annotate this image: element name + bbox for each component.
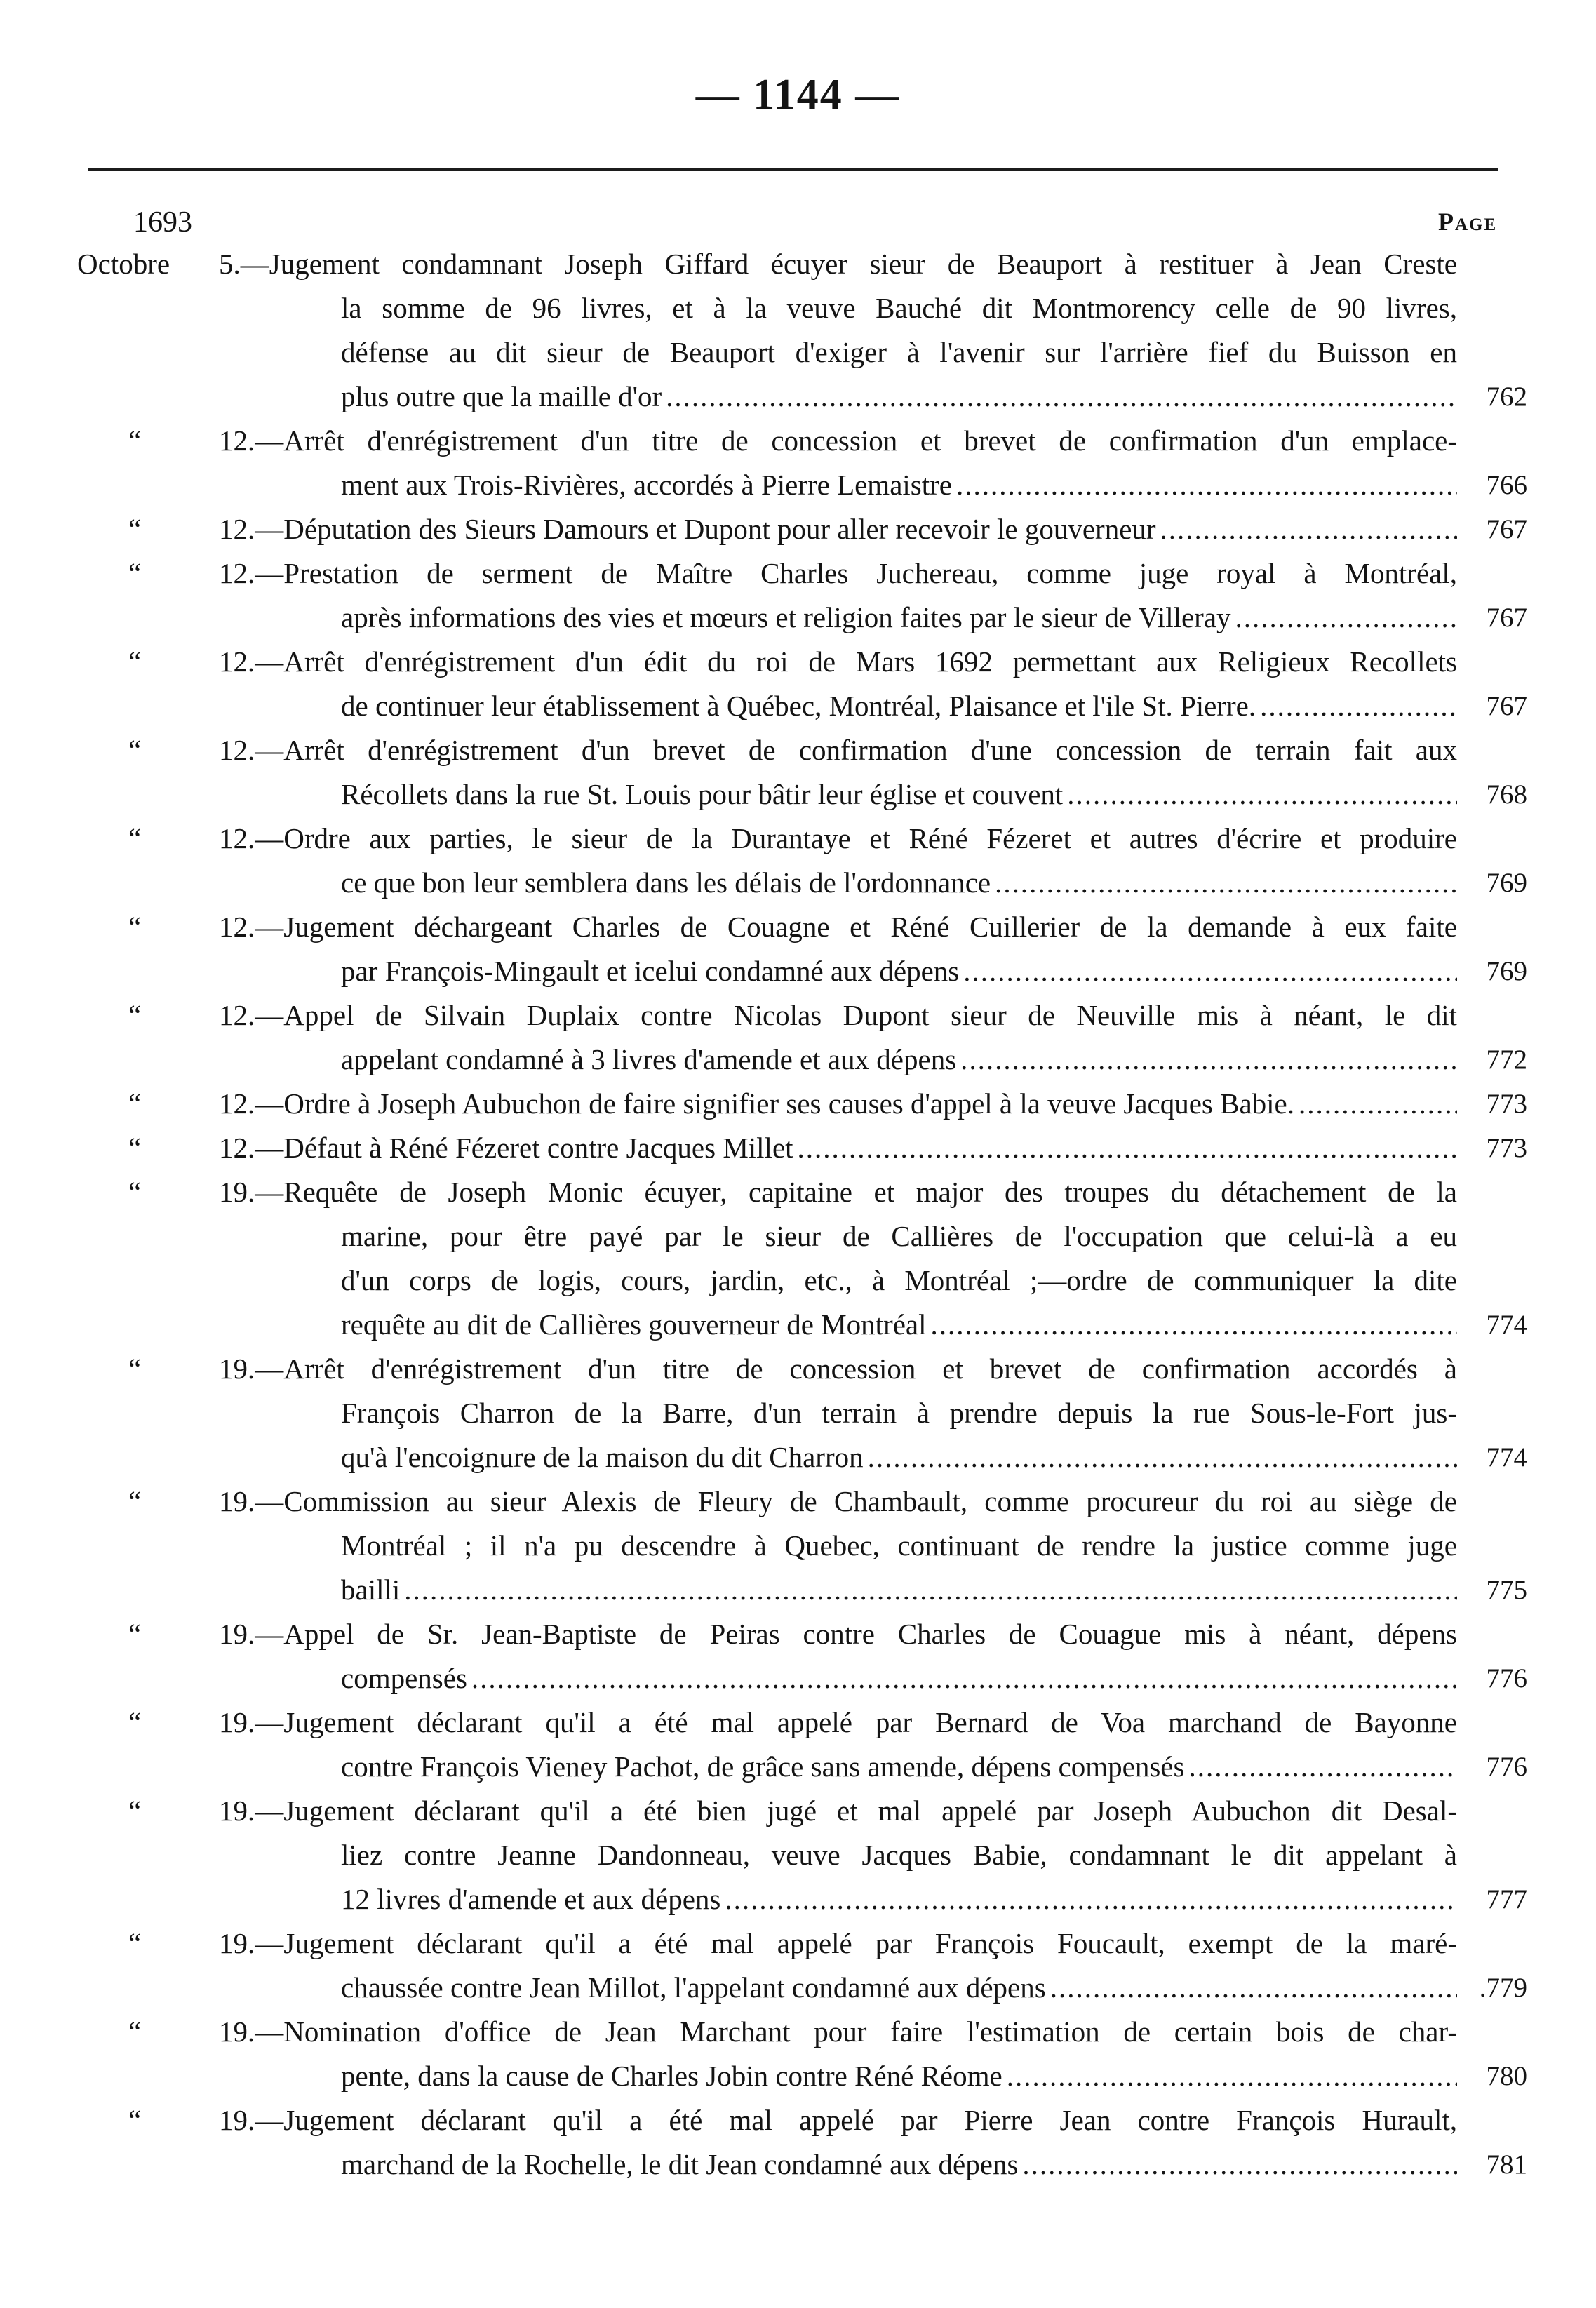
dot-leader xyxy=(864,1435,1457,1480)
entry-text: bailli xyxy=(341,1574,401,1606)
entry-text-line xyxy=(341,772,1457,817)
entry-text-line xyxy=(341,1568,1457,1612)
dot-leader xyxy=(793,1126,1457,1170)
dot-leader xyxy=(720,1877,1457,1921)
dot-leader xyxy=(400,1568,1457,1612)
entry-page-number: 776 xyxy=(1486,1663,1527,1693)
entry-page-number: 773 xyxy=(1486,1133,1527,1163)
ditto-mark: “ xyxy=(128,911,142,943)
entry-text-first-line: 12.—Arrêt d'enrégistrement d'un titre de concession et brevet de confirmation d'un emplace- xyxy=(219,424,1457,457)
dot-leader xyxy=(956,1038,1457,1082)
ditto-mark: “ xyxy=(128,1618,142,1650)
index-entry xyxy=(0,1347,1596,1480)
entry-text-line: la somme de 96 livres, et à la veuve Bauché dit Montmorency celle de 90 livres, xyxy=(341,292,1457,324)
entry-page-number: 769 xyxy=(1486,956,1527,986)
entry-page-number: .779 xyxy=(1479,1973,1527,2003)
entry-text-line xyxy=(341,375,1457,419)
entry-text: contre François Vieney Pachot, de grâce sans amende, dépens compensés xyxy=(341,1750,1185,1783)
entry-page-number: 766 xyxy=(1486,470,1527,500)
entry-page-number: 767 xyxy=(1486,603,1527,633)
index-entry xyxy=(0,2098,1596,2187)
index-entry xyxy=(0,1612,1596,1700)
entry-text-first-line xyxy=(219,1082,1457,1126)
index-entry xyxy=(0,905,1596,993)
entry-text: chaussée contre Jean Millot, l'appelant condamné aux dépens xyxy=(341,1971,1046,2004)
ditto-mark: “ xyxy=(128,1927,142,1959)
entry-page-number: 762 xyxy=(1486,382,1527,412)
entry-text-first-line: 19.—Nomination d'office de Jean Marchant pour faire l'estimation de certain bois de char- xyxy=(219,2015,1457,2048)
ditto-mark: “ xyxy=(128,1353,142,1385)
entry-text-first-line: 12.—Appel de Silvain Duplaix contre Nicolas Dupont sieur de Neuville mis à néant, le dit xyxy=(219,999,1457,1031)
entry-text-line: d'un corps de logis, cours, jardin, etc., à Montréal ;—ordre de communiquer la dite xyxy=(341,1264,1457,1296)
entry-text-line xyxy=(341,1877,1457,1921)
index-entry xyxy=(0,1170,1596,1347)
dot-leader xyxy=(952,463,1457,507)
index-entries xyxy=(0,242,1596,2276)
dot-leader xyxy=(1156,507,1457,551)
index-entry xyxy=(0,1480,1596,1612)
entry-text: 12 livres d'amende et aux dépens xyxy=(341,1883,721,1915)
index-entry xyxy=(0,551,1596,640)
header-rule xyxy=(88,168,1498,171)
entry-page-number: 776 xyxy=(1486,1752,1527,1782)
entry-text: 12.—Défaut à Réné Fézeret contre Jacques Millet xyxy=(219,1132,793,1164)
entry-text-line xyxy=(341,596,1457,640)
dot-leader xyxy=(662,375,1457,419)
entry-text-first-line: 19.—Arrêt d'enrégistrement d'un titre de concession et brevet de confirmation accordés à xyxy=(219,1353,1457,1385)
entry-text-first-line: 12.—Arrêt d'enrégistrement d'un édit du roi de Mars 1692 permettant aux Religieux Recollets xyxy=(219,645,1457,678)
dot-leader xyxy=(1063,772,1457,817)
dot-leader xyxy=(1018,2142,1457,2187)
entry-text: de continuer leur établissement à Québec, Montréal, Plaisance et l'ile St. Pierre. xyxy=(341,690,1256,722)
dot-leader xyxy=(467,1656,1457,1700)
entry-text-line: liez contre Jeanne Dandonneau, veuve Jacques Babie, condamnant le dit appelant à xyxy=(341,1839,1457,1871)
ditto-mark: “ xyxy=(128,1794,142,1827)
entry-text-first-line: 12.—Arrêt d'enrégistrement d'un brevet de confirmation d'une concession de terrain fait aux xyxy=(219,734,1457,766)
entry-text: compensés xyxy=(341,1662,467,1694)
entry-text: plus outre que la maille d'or xyxy=(341,380,662,412)
entry-text: par François-Mingault et icelui condamné aux dépens xyxy=(341,955,960,987)
entry-page-number: 767 xyxy=(1486,514,1527,544)
entry-page-number: 774 xyxy=(1486,1442,1527,1472)
entry-text-first-line: 12.—Jugement déchargeant Charles de Couagne et Réné Cuillerier de la demande à eux faite xyxy=(219,911,1457,943)
entry-text-line: défense au dit sieur de Beauport d'exiger à l'avenir sur l'arrière fief du Buisson en xyxy=(341,336,1457,368)
ditto-mark: “ xyxy=(128,999,142,1031)
entry-text: 12.—Députation des Sieurs Damours et Dupont pour aller recevoir le gouverneur xyxy=(219,513,1156,545)
dot-leader xyxy=(1002,2054,1457,2098)
dot-leader xyxy=(1256,684,1457,728)
entry-text: après informations des vies et mœurs et religion faites par le sieur de Villeray xyxy=(341,601,1231,633)
ditto-mark: “ xyxy=(128,424,142,457)
year-heading: 1693 xyxy=(133,206,192,239)
ditto-mark: “ xyxy=(128,513,142,545)
index-entry xyxy=(0,640,1596,728)
entry-text: appelant condamné à 3 livres d'amende et aux dépens xyxy=(341,1043,957,1075)
entry-text-first-line: 12.—Ordre aux parties, le sieur de la Durantaye et Réné Fézeret et autres d'écrire et produire xyxy=(219,822,1457,854)
index-entry xyxy=(0,728,1596,817)
entry-text-first-line: 19.—Jugement déclarant qu'il a été mal appelé par Pierre Jean contre François Hurault, xyxy=(219,2104,1457,2136)
entry-text-first-line xyxy=(219,507,1457,551)
entry-month: Octobre xyxy=(77,248,170,280)
entry-text: Récollets dans la rue St. Louis pour bâtir leur église et couvent xyxy=(341,778,1064,810)
entry-text-line: François Charron de la Barre, d'un terrain à prendre depuis la rue Sous-le-Fort jus- xyxy=(341,1397,1457,1429)
index-entry xyxy=(0,1082,1596,1126)
ditto-mark: “ xyxy=(128,1087,142,1120)
entry-text-line xyxy=(341,463,1457,507)
ditto-mark: “ xyxy=(128,557,142,589)
ditto-mark: “ xyxy=(128,2015,142,2048)
entry-text-first-line: 19.—Jugement déclarant qu'il a été bien jugé et mal appelé par Joseph Aubuchon dit Desal- xyxy=(219,1794,1457,1827)
index-entry xyxy=(0,1700,1596,1789)
entry-text-line xyxy=(341,1435,1457,1480)
entry-text-first-line: 19.—Appel de Sr. Jean-Baptiste de Peiras contre Charles de Couague mis à néant, dépens xyxy=(219,1618,1457,1650)
entry-page-number: 772 xyxy=(1486,1045,1527,1075)
ditto-mark: “ xyxy=(128,1706,142,1738)
entry-text-first-line xyxy=(219,1126,1457,1170)
dot-leader xyxy=(1294,1082,1457,1126)
entry-text: pente, dans la cause de Charles Jobin contre Réné Réome xyxy=(341,2060,1002,2092)
entry-text-first-line: 12.—Prestation de serment de Maître Charles Juchereau, comme juge royal à Montréal, xyxy=(219,557,1457,589)
entry-text-first-line: 19.—Jugement déclarant qu'il a été mal appelé par François Foucault, exempt de la maré- xyxy=(219,1927,1457,1959)
ditto-mark: “ xyxy=(128,1176,142,1208)
index-entry xyxy=(0,419,1596,507)
entry-text: qu'à l'encoignure de la maison du dit Charron xyxy=(341,1441,864,1473)
page-number: — 1144 — xyxy=(695,71,901,119)
entry-text-line: Montréal ; il n'a pu descendre à Quebec, continuant de rendre la justice comme juge xyxy=(341,1529,1457,1562)
entry-page-number: 775 xyxy=(1486,1575,1527,1605)
ditto-mark: “ xyxy=(128,2104,142,2136)
ditto-mark: “ xyxy=(128,645,142,678)
entry-page-number: 768 xyxy=(1486,779,1527,810)
dot-leader xyxy=(959,949,1457,993)
entry-text-first-line: 19.—Requête de Joseph Monic écuyer, capitaine et major des troupes du détachement de la xyxy=(219,1176,1457,1208)
entry-page-number: 774 xyxy=(1486,1310,1527,1340)
entry-page-number: 773 xyxy=(1486,1089,1527,1119)
entry-page-number: 777 xyxy=(1486,1884,1527,1914)
entry-text-first-line: 5.—Jugement condamnant Joseph Giffard écuyer sieur de Beauport à restituer à Jean Creste xyxy=(219,248,1457,280)
dot-leader xyxy=(1184,1745,1457,1789)
ditto-mark: “ xyxy=(128,1132,142,1164)
entry-text-line xyxy=(341,1038,1457,1082)
entry-text-line xyxy=(341,1966,1457,2010)
entry-page-number: 781 xyxy=(1486,2149,1527,2180)
entry-page-number: 780 xyxy=(1486,2061,1527,2091)
entry-text-first-line: 19.—Jugement déclarant qu'il a été mal appelé par Bernard de Voa marchand de Bayonne xyxy=(219,1706,1457,1738)
entry-text: requête au dit de Callières gouverneur de Montréal xyxy=(341,1308,927,1341)
index-entry xyxy=(0,1126,1596,1170)
dot-leader xyxy=(991,861,1457,905)
index-entry xyxy=(0,242,1596,419)
entry-text-line xyxy=(341,1745,1457,1789)
entry-text: ce que bon leur semblera dans les délais de l'ordonnance xyxy=(341,866,991,899)
entry-text-line xyxy=(341,2142,1457,2187)
entry-text-first-line: 19.—Commission au sieur Alexis de Fleury de Chambault, comme procureur du roi au siège de xyxy=(219,1485,1457,1517)
entry-text-line xyxy=(341,1303,1457,1347)
dot-leader xyxy=(1231,596,1457,640)
entry-text-line xyxy=(341,2054,1457,2098)
index-entry xyxy=(0,507,1596,551)
index-entry xyxy=(0,1789,1596,1921)
entry-page-number: 767 xyxy=(1486,691,1527,721)
entry-text-line xyxy=(341,1656,1457,1700)
entry-text: 12.—Ordre à Joseph Aubuchon de faire signifier ses causes d'appel à la veuve Jacques Babie. xyxy=(219,1087,1294,1120)
ditto-mark: “ xyxy=(128,734,142,766)
entry-page-number: 769 xyxy=(1486,868,1527,898)
entry-text-line xyxy=(341,861,1457,905)
ditto-mark: “ xyxy=(128,822,142,854)
entry-text-line xyxy=(341,684,1457,728)
entry-text-line xyxy=(341,949,1457,993)
entry-text: ment aux Trois-Rivières, accordés à Pierre Lemaistre xyxy=(341,469,952,501)
entry-text-line: marine, pour être payé par le sieur de Callières de l'occupation que celui-là a eu xyxy=(341,1220,1457,1252)
dot-leader xyxy=(1046,1966,1457,2010)
index-entry xyxy=(0,2010,1596,2098)
ditto-mark: “ xyxy=(128,1485,142,1517)
page-column-heading: Page xyxy=(1438,208,1498,236)
index-entry xyxy=(0,1921,1596,2010)
index-entry xyxy=(0,993,1596,1082)
dot-leader xyxy=(926,1303,1457,1347)
entry-text: marchand de la Rochelle, le dit Jean condamné aux dépens xyxy=(341,2148,1019,2180)
index-entry xyxy=(0,817,1596,905)
